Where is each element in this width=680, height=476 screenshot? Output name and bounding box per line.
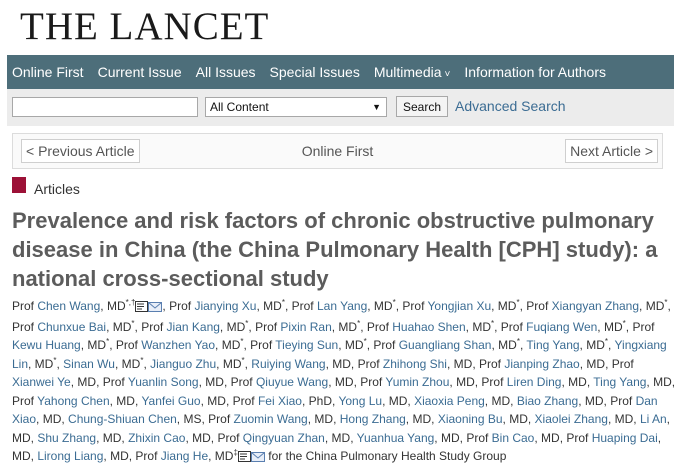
author-entry [526, 299, 667, 313]
author-degree: , MD [96, 430, 122, 445]
author-degree: , MD [185, 430, 211, 445]
author-entry [255, 320, 360, 334]
author-footnote-mark: * [516, 298, 520, 307]
author-name-link[interactable]: Guangliang Shan [398, 338, 492, 352]
author-footnote-mark: * [604, 337, 609, 346]
email-icon[interactable] [148, 299, 162, 318]
nav-special-issues[interactable]: Special Issues [269, 64, 360, 80]
author-name-link[interactable]: Lan Yang [316, 299, 368, 313]
nav-multimedia[interactable] [374, 64, 451, 80]
author-degree: , MD [219, 319, 246, 334]
author-degree: , MS [176, 412, 202, 426]
author-name-link[interactable]: Huaping Dai [591, 430, 658, 445]
author-entry [37, 431, 121, 445]
author-degree: , MD [646, 375, 672, 389]
author-degree: , MD [405, 412, 432, 426]
author-prefix: Prof [566, 430, 592, 445]
author-footnote-mark: * [140, 355, 144, 365]
author-prefix: Prof [135, 449, 161, 463]
author-degree: , MD [338, 338, 364, 352]
author-entry [466, 431, 559, 445]
author-entry [116, 338, 244, 352]
author-entry [481, 375, 586, 389]
author-name-link[interactable]: Chung-Shiuan Chen [68, 412, 177, 426]
author-footnote-mark: * [53, 355, 57, 365]
author-degree: , MD [256, 299, 282, 313]
author-degree: , MD [114, 356, 141, 371]
dropdown-arrow-icon: ▼ [372, 102, 381, 112]
author-entry [135, 449, 265, 463]
author-name-link[interactable]: Xianwei Ye [12, 375, 71, 389]
author-name-link[interactable]: Qingyuan Zhan [242, 430, 325, 445]
author-degree: , MD [449, 375, 475, 389]
author-degree: , MD [103, 449, 129, 463]
author-prefix: Prof [12, 319, 38, 334]
section-title: Online First [301, 143, 374, 159]
author-entry [150, 357, 245, 371]
author-degree: , MD [446, 356, 473, 371]
edit-icon[interactable] [135, 299, 148, 318]
author-prefix: Prof [217, 430, 243, 445]
author-prefix: Prof [478, 356, 505, 371]
author-prefix: Prof [232, 393, 258, 408]
search-scope-select[interactable] [205, 97, 387, 117]
author-degree: , MD [36, 412, 62, 426]
author-name-link[interactable]: Sinan Wu [63, 356, 115, 371]
author-degree: , MD [28, 356, 54, 371]
author-entry [141, 320, 248, 334]
author-entry [37, 449, 128, 463]
nav-multimedia-label: Multimedia [373, 64, 442, 80]
author-name-link[interactable]: Chunxue Bai [37, 319, 107, 334]
author-prefix: Prof [402, 299, 428, 313]
author-name-link[interactable]: Jianping Zhao [504, 356, 580, 371]
author-entry [402, 299, 519, 313]
author-name-link[interactable]: Tieying Sun [275, 338, 339, 352]
author-degree: , MD [491, 338, 517, 352]
author-degree: , MD [200, 393, 226, 408]
author-prefix: Prof [526, 299, 552, 313]
author-degree: , MD [561, 375, 587, 389]
author-degree: , MD [534, 430, 560, 445]
author-name-link[interactable]: Pixin Ran [280, 319, 332, 334]
author-degree: , MD [106, 319, 132, 334]
author-entry [367, 320, 494, 334]
author-entry [231, 375, 354, 389]
lancet-logo[interactable]: THE LANCET [20, 5, 270, 48]
author-footnote-mark: * [240, 337, 244, 346]
author-name-link[interactable]: Bin Cao [491, 430, 535, 445]
author-entry [63, 357, 143, 371]
author-entry [479, 357, 605, 371]
author-prefix: Prof [357, 356, 383, 371]
author-entry [292, 299, 396, 313]
author-degree: , PhD [301, 393, 332, 408]
author-name-link[interactable]: Ruiying Wang [251, 356, 326, 371]
author-footnote-mark: * [131, 318, 135, 328]
author-entry [128, 431, 211, 445]
author-degree: , MD [324, 430, 351, 445]
author-prefix: Prof [255, 319, 281, 334]
email-icon[interactable] [251, 449, 265, 468]
author-footnote-mark: * [491, 318, 495, 328]
author-name-link[interactable]: Xiaoxia Peng [414, 393, 485, 408]
article-type-label: Articles [34, 181, 80, 197]
author-name-link[interactable]: Xiaolei Zhang [534, 412, 608, 426]
author-entry [373, 338, 520, 352]
author-entry [250, 338, 367, 352]
author-name-link[interactable]: Yahong Chen [37, 393, 110, 408]
study-group-note: for the China Pulmonary Health Study Group [268, 449, 507, 463]
author-degree: , MD [331, 319, 358, 334]
author-degree: , MD [502, 412, 528, 426]
nav-current-issue[interactable]: Current Issue [97, 64, 182, 80]
author-name-link[interactable]: Yuanlin Song [127, 375, 199, 389]
author-degree: , MD [639, 299, 665, 313]
author-entry [217, 431, 350, 445]
author-footnote-mark: * [392, 298, 396, 307]
search-bar [7, 89, 674, 126]
author-prefix: Prof [481, 375, 507, 389]
author-name-link[interactable]: Yingxiang Lin [12, 338, 667, 371]
author-name-link[interactable]: Zhixin Cao [128, 430, 186, 445]
author-footnote-mark: * [241, 355, 245, 365]
author-name-link[interactable]: Ting Yang [593, 375, 647, 389]
author-entry [12, 320, 135, 334]
author-prefix: Prof [250, 338, 276, 352]
article-title: Prevalence and risk factors of chronic obstructive pulmonary disease in China (the China Pulmonary Health [CPH] study): a national cross-sectional study [12, 208, 658, 291]
author-degree: , MD [80, 338, 107, 352]
author-entry [593, 375, 672, 389]
author-name-link[interactable]: Yong Lu [338, 393, 383, 408]
author-entry [141, 394, 226, 408]
author-prefix: Prof [169, 299, 195, 313]
author-degree: , MD [491, 299, 517, 313]
author-entry [338, 394, 407, 408]
author-prefix: Prof [102, 375, 128, 389]
author-name-link[interactable]: Xiaoning Bu [437, 412, 503, 426]
author-name-link[interactable]: Jianying Xu [194, 299, 257, 313]
author-degree: , MD [607, 412, 634, 426]
author-entry [251, 357, 351, 371]
author-entry [526, 338, 608, 352]
author-degree: , MD [578, 393, 604, 408]
author-degree: , MD [484, 393, 511, 408]
author-entry [208, 412, 333, 426]
author-name-link[interactable]: Biao Zhang [516, 393, 579, 408]
author-degree: , MD [579, 338, 605, 352]
author-list: Prof Chen Wang, MD*,† , Prof Jianying Xu, MD*, Prof Lan Yang, MD*, Prof Yongjian Xu, MD*, Prof Xiangyan Zhang, MD*, Prof Chunxue Bai, MD*, Prof Jian Kang, MD*, Prof Pixin Ran, MD*, Prof Huahao Shen, MD*, Prof Fuqiang Wen, MD*, Prof Kewu Huang, MD*, Prof Wanzhen Yao, MD*, Prof Tieying Sun, MD*, Prof Guangliang Shan, MD*, Ting Yang, MD*, Yingxiang Lin, MD*, Sinan Wu, MD*, Jianguo Zhu, MD*, Ruiying Wang, MD, Prof Zhihong Shi, MD, Prof Jianping Zhao, MD, Prof Xianwei Ye, MD, Prof Yuanlin Song, MD, Prof Qiuyue Wang, MD, Prof Yumin Zhou, MD, Prof Liren Ding, MD, Ting Yang, MD, Prof Yahong Chen, MD, Yanfei Guo, MD, Prof Fei Xiao, PhD, Yong Lu, MD, Xiaoxia Peng, MD, Biao Zhang, MD, Prof Dan Xiao, MD, Chung-Shiuan Chen, MS, Prof Zuomin Wang, MD, Hong Zhang, MD, Xiaoning Bu, MD, Xiaolei Zhang, MD, Li An, MD, Shu Zhang, MD, Zhixin Cao, MD, Prof Qingyuan Zhan, MD, Yuanhua Yang, MD, Prof Bin Cao, MD, Prof Huaping Dai, MD, Lirong Liang, MD, Prof Jiang He, MD‡ for the China Pulmonary Health Study Group [12, 297, 676, 468]
author-degree: , MD [216, 356, 242, 371]
main-nav [7, 55, 674, 89]
author-prefix: Prof [141, 319, 167, 334]
author-name-link[interactable]: Li An [639, 412, 667, 426]
next-article-button[interactable]: Next Article > [565, 139, 658, 163]
author-footnote-mark: * [106, 337, 110, 346]
author-footnote-mark: * [622, 318, 626, 328]
author-degree: , MD [465, 319, 491, 334]
author-entry [357, 431, 460, 445]
author-degree: , MD [434, 430, 460, 445]
author-prefix: Prof [466, 430, 492, 445]
author-name-link[interactable]: Zhihong Shi [382, 356, 447, 371]
author-name-link[interactable]: Zuomin Wang [233, 412, 308, 426]
author-name-link[interactable]: Dan Xiao [12, 393, 658, 426]
author-name-link[interactable]: Jian Kang [166, 319, 220, 334]
advanced-search-link[interactable]: Advanced Search [455, 98, 566, 114]
author-prefix: Prof [12, 299, 38, 313]
author-footnote-mark: * [516, 337, 520, 346]
edit-icon[interactable] [238, 449, 251, 468]
author-prefix: Prof [610, 393, 636, 408]
author-name-link[interactable]: Jiang He [160, 449, 209, 463]
search-input[interactable] [12, 97, 198, 117]
author-name-link[interactable]: Ting Yang [526, 338, 580, 352]
author-entry [340, 412, 431, 426]
author-name-link[interactable]: Lirong Liang [37, 449, 104, 463]
author-degree: , MD [198, 375, 224, 389]
author-entry [68, 412, 201, 426]
author-degree: , MD [12, 430, 662, 463]
author-prefix: Prof [360, 375, 386, 389]
author-prefix: Prof [208, 412, 234, 426]
author-name-link[interactable]: Jianguo Zhu [150, 356, 217, 371]
author-name-link[interactable]: Yuanhua Yang [356, 430, 435, 445]
search-scope-value: All Content [210, 100, 269, 114]
author-name-link[interactable]: Kewu Huang [12, 338, 81, 352]
author-degree: , MD [597, 319, 623, 334]
author-name-link[interactable]: Fei Xiao [257, 393, 302, 408]
author-name-link[interactable]: Yumin Zhou [385, 375, 450, 389]
previous-article-button[interactable]: < Previous Article [21, 139, 140, 163]
author-name-link[interactable]: Yongjian Xu [427, 299, 492, 313]
author-footnote-mark: * [357, 318, 361, 328]
author-entry [535, 412, 634, 426]
article-type-badge [12, 177, 26, 193]
author-footnote-mark: ‡ [233, 448, 238, 457]
author-prefix: Prof [291, 299, 317, 313]
author-entry [233, 394, 332, 408]
author-prefix: Prof [115, 338, 142, 352]
author-footnote-mark: * [664, 298, 668, 307]
author-prefix: Prof [632, 319, 655, 334]
author-degree: , MD [328, 375, 354, 389]
author-entry [438, 412, 528, 426]
search-button[interactable]: Search [396, 96, 448, 117]
author-prefix: Prof [373, 338, 399, 352]
author-degree: , MD [208, 449, 234, 463]
author-degree: , MD [109, 393, 135, 408]
author-footnote-mark: * [245, 318, 249, 328]
author-name-link[interactable]: Xiangyan Zhang [551, 299, 640, 313]
author-degree: , MD [70, 375, 97, 389]
author-degree: , MD [12, 412, 670, 445]
author-name-link[interactable]: Yanfei Guo [141, 393, 201, 408]
author-entry [12, 299, 162, 313]
nav-information-for-authors[interactable]: Information for Authors [464, 64, 607, 80]
author-prefix: Prof [230, 375, 256, 389]
author-footnote-mark: *,† [125, 298, 136, 307]
author-name-link[interactable]: Hong Zhang [339, 412, 406, 426]
article-pager [12, 133, 663, 169]
author-footnote-mark: * [281, 298, 285, 307]
author-name-link[interactable]: Chen Wang [37, 299, 101, 313]
author-entry [414, 394, 510, 408]
author-name-link[interactable]: Qiuyue Wang [255, 375, 329, 389]
author-name-link[interactable]: Wanzhen Yao [141, 338, 216, 352]
author-name-link[interactable]: Fuqiang Wen [526, 319, 598, 334]
nav-online-first[interactable]: Online First [12, 64, 84, 80]
author-prefix: Prof [500, 319, 527, 334]
author-degree: , MD [215, 338, 241, 352]
author-prefix: Prof [611, 356, 634, 371]
author-entry [12, 394, 135, 408]
author-entry [169, 299, 285, 313]
author-footnote-mark: * [363, 337, 367, 346]
author-degree: , MD [367, 299, 393, 313]
author-entry [360, 375, 475, 389]
author-degree: , MD [307, 412, 334, 426]
author-degree: , MD [100, 299, 126, 313]
chevron-down-icon: ˅ [444, 69, 451, 80]
author-entry [358, 357, 473, 371]
nav-all-issues[interactable]: All Issues [195, 64, 256, 80]
author-degree: , MD [579, 356, 606, 371]
author-name-link[interactable]: Liren Ding [506, 375, 562, 389]
author-degree: , MD [325, 356, 351, 371]
author-name-link[interactable]: Huahao Shen [392, 319, 466, 334]
author-entry [517, 394, 604, 408]
author-name-link[interactable]: Shu Zhang [37, 430, 97, 445]
author-degree: , MD [382, 393, 408, 408]
author-prefix: Prof [12, 393, 38, 408]
author-entry [501, 320, 626, 334]
author-prefix: Prof [366, 319, 393, 334]
author-entry [103, 375, 224, 389]
